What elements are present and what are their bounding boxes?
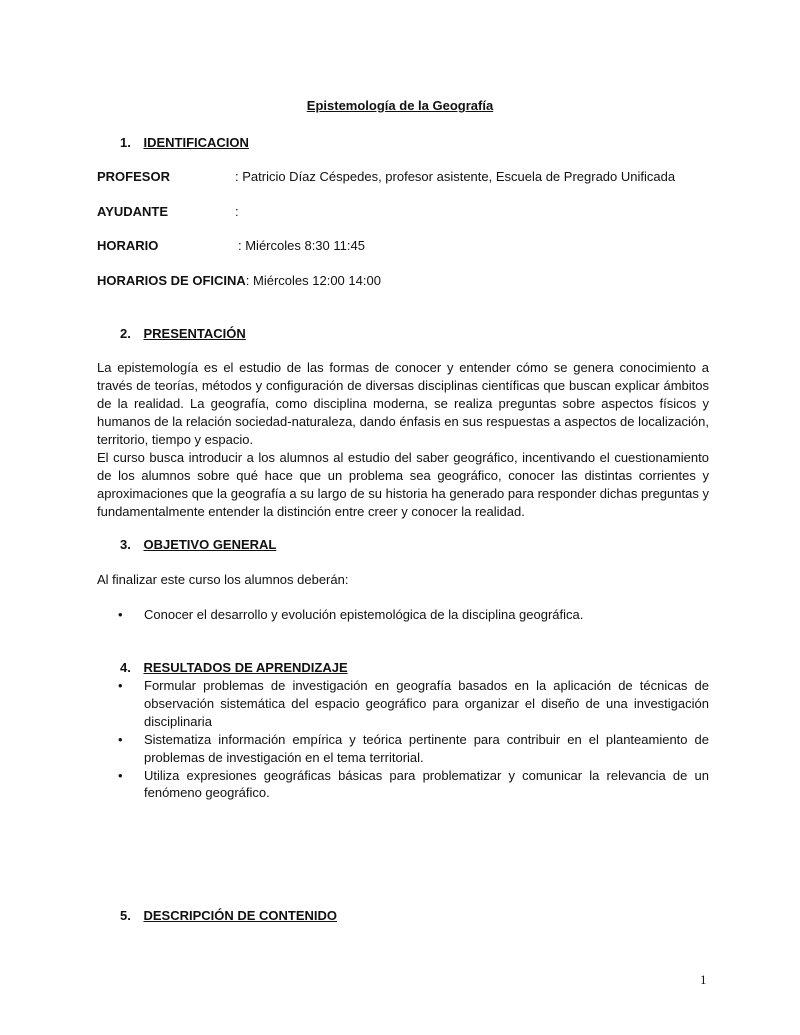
list-item-text: Utiliza expresiones geográficas básicas para problematizar y comunicar la relevancia de un fenómeno geográfico.: [144, 767, 709, 801]
section-title: RESULTADOS DE APRENDIZAJE: [143, 660, 348, 675]
profesor-label: PROFESOR: [97, 169, 170, 184]
list-item: [97, 677, 709, 731]
list-item: [97, 767, 709, 803]
section-title: IDENTIFICACION: [143, 135, 249, 150]
bullet-icon: •: [118, 731, 123, 747]
presentacion-paragraph-2: El curso busca introducir a los alumnos al estudio del saber geográfico, incentivando el cuestionamiento de los alumnos sobre qué hace que un problema sea geográfico, conocer las distintas corrientes y aproximaciones que la geografía a su largo de su historia ha generado para responder dichas preguntas y fundamentalmente entender la distinción entre creer y conocer la realidad.: [97, 450, 709, 519]
bullet-icon: •: [118, 767, 123, 783]
section-title: DESCRIPCIÓN DE CONTENIDO: [143, 908, 338, 923]
section-number: 5.: [120, 908, 131, 923]
bullet-icon: •: [118, 678, 123, 693]
page-number: 1: [700, 972, 707, 987]
list-item-text: Conocer el desarrollo y evolución epistemológica de la disciplina geográfica.: [144, 607, 584, 622]
section-title: PRESENTACIÓN: [143, 326, 246, 341]
horario-label: HORARIO: [97, 238, 159, 253]
profesor-value: : Patricio Díaz Céspedes, profesor asistente, Escuela de Pregrado Unificada: [235, 169, 676, 184]
list-item-text: Sistematiza información empírica y teórica pertinente para contribuir en el planteamiento de problemas de investigación en el tema territorial.: [144, 731, 709, 765]
section-2-heading: [120, 325, 246, 342]
objetivo-intro: Al finalizar este curso los alumnos deberán:: [97, 572, 349, 587]
horario-oficina-label: HORARIOS DE OFICINA: [97, 273, 246, 288]
section-title: OBJETIVO GENERAL: [143, 537, 277, 552]
ayudante-label: AYUDANTE: [97, 204, 169, 219]
document-title: Epistemología de la Geografía: [306, 98, 494, 113]
section-1-heading: [120, 134, 249, 151]
resultados-list: [97, 677, 709, 802]
horario-oficina-value: : Miércoles 12:00 14:00: [245, 273, 381, 288]
section-number: 2.: [120, 326, 131, 341]
list-item: [97, 606, 709, 624]
section-3-heading: [120, 536, 276, 553]
horario-oficina-row: [97, 272, 381, 289]
ayudante-value: :: [235, 204, 239, 219]
presentacion-paragraph-1: La epistemología es el estudio de las formas de conocer y entender cómo se genera conocimiento a través de teorías, métodos y configuración de diversas disciplinas científicas que buscan explicar ámbitos de la realidad. La geografía, como disciplina moderna, se realiza preguntas sobre aspectos físicos y humanos de la relación sociedad-naturaleza, dando énfasis en sus respuestas a aspectos de localización, territorio, tiempo y espacio.: [97, 360, 709, 447]
bullet-icon: •: [118, 607, 123, 622]
list-item-text: Formular problemas de investigación en geografía basados en la aplicación de técnicas de observación sistemática del espacio geográfico para organizar el diseño de una investigación disciplinaria: [144, 678, 709, 729]
section-5-heading: [120, 907, 337, 924]
section-number: 3.: [120, 537, 131, 552]
list-item: [97, 731, 709, 767]
section-number: 1.: [120, 135, 131, 150]
section-4-heading: [120, 659, 348, 676]
horario-value: : Miércoles 8:30 11:45: [238, 238, 365, 253]
section-number: 4.: [120, 660, 131, 675]
objetivo-list: [97, 606, 709, 624]
